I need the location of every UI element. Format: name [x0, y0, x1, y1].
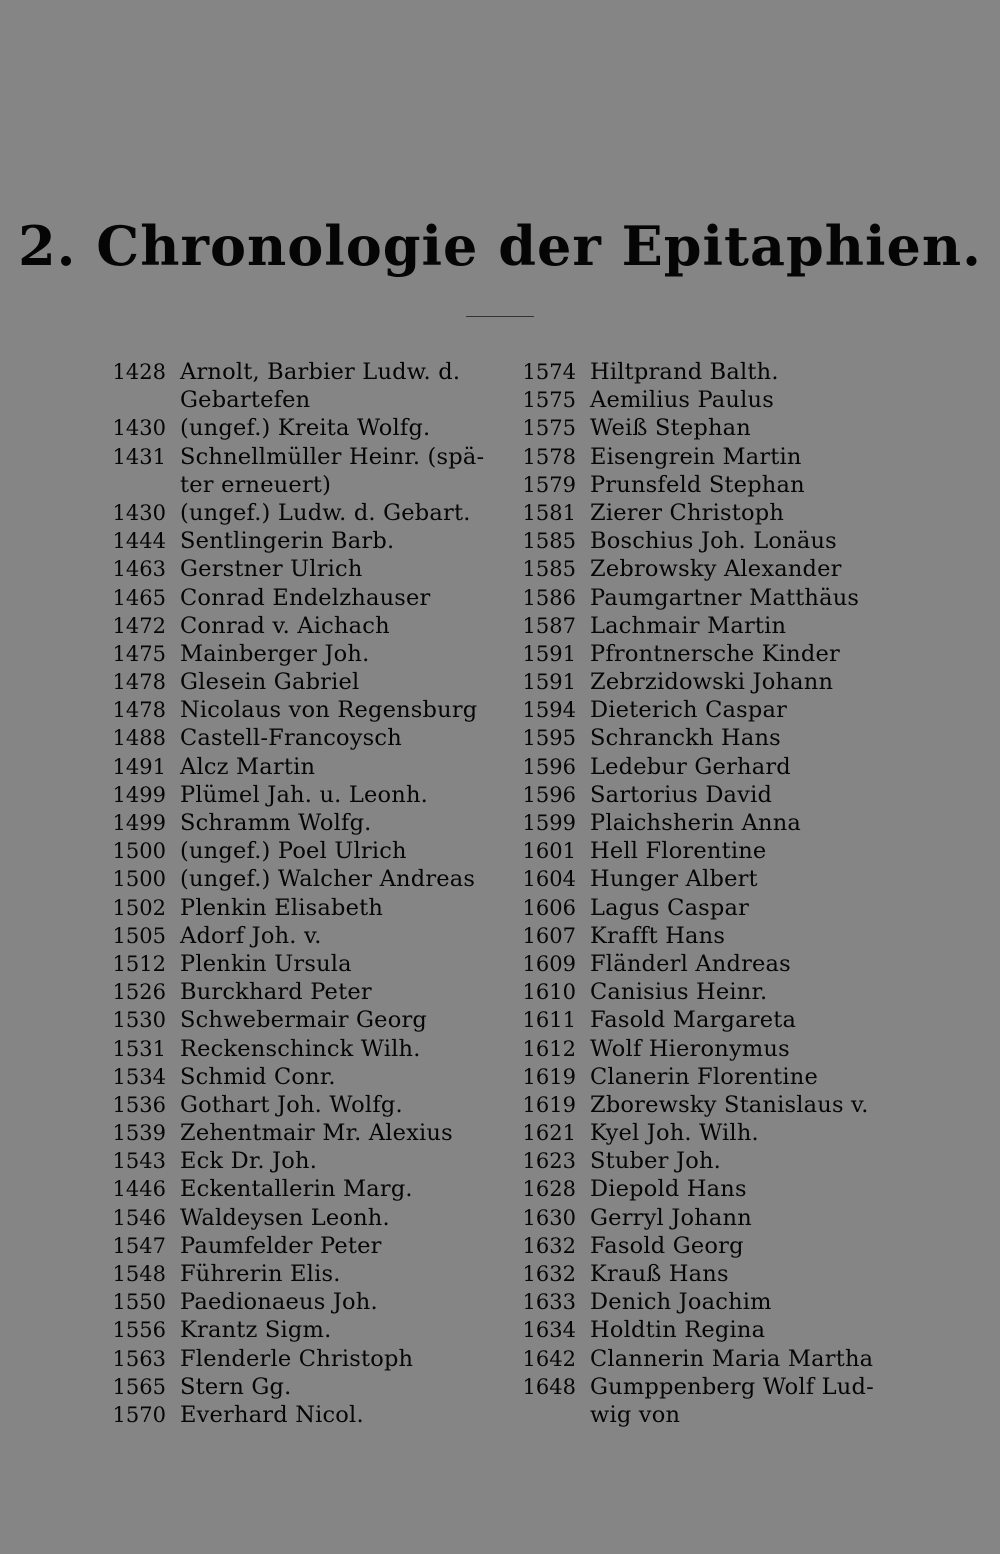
list-item: [510, 499, 910, 527]
entry-year: [100, 386, 180, 414]
entry-name: Mainberger Joh.: [180, 640, 370, 667]
list-item: [510, 1006, 910, 1034]
entry-name: Plümel Jah. u. Leonh.: [180, 781, 428, 808]
entry-name: Burckhard Peter: [180, 979, 372, 1006]
list-item: [510, 358, 910, 386]
list-item: [100, 640, 500, 668]
entry-name: Eck Dr. Joh.: [180, 1148, 318, 1175]
entry-year: 1621: [522, 1121, 576, 1146]
entry-name: Prunsfeld Stephan: [590, 471, 805, 498]
entry-name: Krauß Hans: [590, 1261, 729, 1287]
entry-name: Ledebur Gerhard: [590, 753, 791, 780]
entry-year: 1512: [112, 951, 166, 976]
entry-name: Paumfelder Peter: [180, 1232, 382, 1259]
list-item: [100, 1119, 500, 1147]
entry-name: Glesein Gabriel: [180, 669, 360, 696]
entry-name: (ungef.) Kreita Wolfg.: [180, 415, 431, 442]
list-item: [510, 386, 910, 414]
entry-name: Dieterich Caspar: [590, 697, 788, 724]
entry-year: 1642: [522, 1346, 576, 1371]
list-item: [510, 1288, 910, 1316]
entry-name: Eisengrein Martin: [590, 443, 802, 470]
entry-name: Lachmair Martin: [590, 612, 787, 639]
entry-name: Zehentmair Mr. Alexius: [180, 1120, 453, 1147]
entry-year: 1543: [112, 1149, 166, 1174]
entry-name: Stuber Joh.: [590, 1148, 721, 1175]
entry-year: 1628: [522, 1177, 576, 1202]
entry-name: Adorf Joh. v.: [180, 922, 322, 949]
entry-year: 1491: [112, 754, 166, 779]
right-column: [510, 358, 910, 1429]
list-item: [510, 1345, 910, 1373]
entry-name: Waldeysen Leonh.: [180, 1204, 390, 1231]
entry-year: 1630: [522, 1205, 576, 1230]
entry-name: Aemilius Paulus: [590, 387, 774, 414]
entry-year: 1596: [522, 754, 576, 779]
list-item: [100, 837, 500, 865]
list-item: [100, 724, 500, 752]
entry-name: Stern Gg.: [180, 1373, 292, 1400]
entry-year: 1586: [522, 585, 576, 610]
entry-name: Schnellmüller Heinr. (spä-: [180, 443, 485, 470]
entry-name: Weiß Stephan: [590, 415, 751, 442]
entry-name: Schranckh Hans: [590, 725, 781, 752]
entry-year: 1444: [112, 529, 166, 554]
entry-year: 1502: [112, 895, 166, 920]
entry-name: Schwebermair Georg: [180, 1007, 428, 1034]
entry-name: Krafft Hans: [590, 922, 726, 949]
list-item: [100, 1373, 500, 1401]
entry-year: 1570: [112, 1402, 166, 1427]
entry-year: 1475: [112, 641, 166, 666]
list-item: [510, 1091, 910, 1119]
entry-year: 1648: [522, 1374, 576, 1399]
entry-name: Holdtin Regina: [590, 1317, 766, 1344]
entry-name: Conrad v. Aichach: [180, 612, 390, 639]
entry-name: Gerstner Ulrich: [180, 556, 363, 583]
entry-name: (ungef.) Walcher Andreas: [180, 866, 476, 893]
entry-name: Plenkin Ursula: [180, 950, 352, 977]
list-item: [510, 837, 910, 865]
entry-year: 1579: [522, 472, 576, 497]
entry-year: 1585: [522, 557, 576, 582]
list-item: [100, 1006, 500, 1034]
list-item: [510, 922, 910, 950]
entry-name: Fländerl Andreas: [590, 950, 791, 977]
entry-year: 1465: [112, 585, 166, 610]
entry-year: 1612: [522, 1036, 576, 1061]
list-item: [100, 1345, 500, 1373]
list-item: [100, 358, 500, 386]
entry-year: 1478: [112, 670, 166, 695]
list-item: [100, 1316, 500, 1344]
entry-year: 1428: [112, 360, 166, 384]
entry-name: ter erneuert): [180, 471, 332, 498]
list-item: [510, 1063, 910, 1091]
list-item: [510, 471, 910, 499]
list-item: [510, 668, 910, 696]
entry-year: 1599: [522, 811, 576, 835]
list-item: [100, 1035, 500, 1063]
entry-name: Sartorius David: [590, 781, 773, 808]
entry-name: Denich Joachim: [590, 1289, 772, 1316]
entry-name: Führerin Elis.: [180, 1261, 341, 1287]
entry-year: 1607: [522, 923, 576, 948]
list-item: [510, 865, 910, 893]
entry-name: Gerryl Johann: [590, 1204, 752, 1231]
entry-name: Diepold Hans: [590, 1176, 747, 1203]
entry-name: Kyel Joh. Wilh.: [590, 1120, 759, 1147]
list-item: [510, 753, 910, 781]
list-item: [510, 781, 910, 809]
entry-year: 1472: [112, 613, 166, 638]
list-item: [510, 1035, 910, 1063]
list-item: [510, 696, 910, 724]
entry-name: Castell-Francoysch: [180, 725, 402, 752]
entry-year: 1526: [112, 980, 166, 1005]
entry-name: Conrad Endelzhauser: [180, 584, 431, 611]
list-item: [510, 724, 910, 752]
entry-name: Zborewsky Stanislaus v.: [590, 1091, 869, 1118]
entry-year: 1633: [522, 1290, 576, 1315]
entry-year: 1536: [112, 1092, 166, 1117]
entry-name: Schramm Wolfg.: [180, 810, 372, 836]
entry-year: 1500: [112, 839, 166, 864]
entry-name: Plenkin Elisabeth: [180, 894, 384, 921]
list-item: [100, 414, 500, 442]
list-item: [510, 1260, 910, 1288]
list-item: [510, 584, 910, 612]
entry-year: 1505: [112, 923, 166, 948]
entry-year: 1585: [522, 529, 576, 554]
entry-year: 1430: [112, 416, 166, 441]
list-item: [100, 1204, 500, 1232]
list-item: [510, 1373, 910, 1401]
entry-year: 1548: [112, 1262, 166, 1286]
entry-name: Reckenschinck Wilh.: [180, 1035, 421, 1062]
list-item: [510, 612, 910, 640]
entry-year: 1634: [522, 1318, 576, 1343]
entry-name: Wolf Hieronymus: [590, 1035, 790, 1062]
entry-name: Krantz Sigm.: [180, 1317, 332, 1344]
list-item: [510, 1316, 910, 1344]
left-column: [100, 358, 500, 1429]
entry-year: 1591: [522, 641, 576, 666]
entry-year: 1531: [112, 1036, 166, 1061]
entry-name: Arnolt, Barbier Ludw. d.: [180, 359, 461, 385]
entry-name: Paumgartner Matthäus: [590, 584, 860, 611]
entry-year: 1581: [522, 500, 576, 525]
entry-name: Fasold Margareta: [590, 1007, 797, 1034]
list-item: [510, 1204, 910, 1232]
list-item: [510, 1401, 910, 1429]
entry-name: Nicolaus von Regensburg: [180, 697, 478, 724]
entry-name: Zierer Christoph: [590, 499, 785, 526]
list-item: [510, 1147, 910, 1175]
entry-year: 1499: [112, 811, 166, 835]
list-item: [100, 696, 500, 724]
entry-year: 1632: [522, 1262, 576, 1286]
entry-year: 1596: [522, 782, 576, 807]
list-item: [100, 781, 500, 809]
list-item: [100, 1401, 500, 1429]
entry-year: 1446: [112, 1177, 166, 1202]
entry-name: wig von: [590, 1401, 681, 1428]
entry-year: 1463: [112, 557, 166, 582]
entry-name: Hiltprand Balth.: [590, 359, 779, 385]
list-item: [100, 612, 500, 640]
list-item: [510, 978, 910, 1006]
list-item: [100, 668, 500, 696]
entry-year: 1488: [112, 726, 166, 751]
entry-year: 1601: [522, 839, 576, 864]
entry-year: 1595: [522, 726, 576, 751]
entry-name: Lagus Caspar: [590, 894, 750, 921]
list-item: [100, 1232, 500, 1260]
entry-year: 1575: [522, 388, 576, 413]
entry-name: Zebrowsky Alexander: [590, 556, 842, 583]
entry-year: 1604: [522, 867, 576, 892]
list-item: [100, 555, 500, 583]
entry-year: 1591: [522, 670, 576, 695]
list-item: [100, 1175, 500, 1203]
list-item: [510, 894, 910, 922]
list-item: [100, 443, 500, 471]
entry-name: Gothart Joh. Wolfg.: [180, 1091, 403, 1118]
list-item: [100, 1288, 500, 1316]
entry-name: Everhard Nicol.: [180, 1401, 364, 1428]
entry-year: [510, 1401, 590, 1429]
list-item: [100, 584, 500, 612]
entry-year: 1430: [112, 500, 166, 525]
entry-name: Paedionaeus Joh.: [180, 1289, 378, 1316]
entry-year: 1623: [522, 1149, 576, 1174]
list-item: [510, 809, 910, 837]
entry-name: Alcz Martin: [180, 753, 316, 780]
entry-year: 1546: [112, 1205, 166, 1230]
entry-name: Pfrontnersche Kinder: [590, 640, 840, 667]
list-item: [510, 527, 910, 555]
list-item: [100, 499, 500, 527]
entry-name: (ungef.) Ludw. d. Gebart.: [180, 499, 471, 526]
entry-name: Zebrzidowski Johann: [590, 669, 834, 696]
list-item: [510, 950, 910, 978]
page-title: 2. Chronologie der Epitaphien.: [18, 214, 982, 278]
list-item: [100, 527, 500, 555]
entry-year: 1431: [112, 444, 166, 469]
list-item: [100, 950, 500, 978]
entry-name: Eckentallerin Marg.: [180, 1176, 413, 1203]
entry-year: 1563: [112, 1346, 166, 1371]
entry-name: Boschius Joh. Lonäus: [590, 528, 837, 555]
entry-year: 1530: [112, 1008, 166, 1033]
entry-year: 1578: [522, 444, 576, 469]
entry-year: 1594: [522, 698, 576, 723]
entry-year: 1565: [112, 1374, 166, 1399]
entry-year: 1587: [522, 613, 576, 638]
entry-name: Flenderle Christoph: [180, 1345, 414, 1372]
entry-year: 1574: [522, 360, 576, 384]
list-item: [510, 443, 910, 471]
entry-name: Clannerin Maria Martha: [590, 1345, 874, 1372]
entry-name: Gumppenberg Wolf Lud-: [590, 1373, 874, 1400]
entry-year: 1478: [112, 698, 166, 723]
entry-year: 1609: [522, 951, 576, 976]
entry-year: 1534: [112, 1064, 166, 1089]
list-item: [510, 555, 910, 583]
entry-name: Plaichsherin Anna: [590, 810, 802, 836]
list-item: [100, 753, 500, 781]
list-item: [100, 922, 500, 950]
list-item: [510, 1119, 910, 1147]
entry-year: 1556: [112, 1318, 166, 1343]
list-item: [100, 386, 500, 414]
entry-year: 1499: [112, 782, 166, 807]
list-item: [100, 1147, 500, 1175]
entry-name: Canisius Heinr.: [590, 979, 768, 1006]
list-item: [100, 894, 500, 922]
entry-year: 1500: [112, 867, 166, 892]
entry-year: 1550: [112, 1290, 166, 1315]
entry-year: [100, 471, 180, 499]
list-item: [100, 1091, 500, 1119]
entry-year: 1539: [112, 1121, 166, 1146]
entry-name: Sentlingerin Barb.: [180, 528, 395, 555]
entry-year: 1619: [522, 1092, 576, 1117]
entry-year: 1611: [522, 1008, 576, 1033]
entry-year: 1610: [522, 980, 576, 1005]
entry-name: Schmid Conr.: [180, 1063, 336, 1090]
entry-name: Gebartefen: [180, 387, 311, 414]
list-item: [100, 1063, 500, 1091]
entry-name: Fasold Georg: [590, 1232, 744, 1259]
title-divider: [466, 316, 534, 317]
list-item: [100, 471, 500, 499]
entry-name: Hell Florentine: [590, 838, 767, 865]
entry-name: Hunger Albert: [590, 866, 758, 893]
list-item: [510, 414, 910, 442]
list-item: [100, 978, 500, 1006]
entry-year: 1547: [112, 1233, 166, 1258]
list-item: [510, 1232, 910, 1260]
list-item: [100, 1260, 500, 1288]
list-item: [100, 809, 500, 837]
list-item: [510, 640, 910, 668]
entry-year: 1575: [522, 416, 576, 441]
list-item: [510, 1175, 910, 1203]
list-item: [100, 865, 500, 893]
entry-year: 1619: [522, 1064, 576, 1089]
entry-name: (ungef.) Poel Ulrich: [180, 838, 407, 865]
entry-name: Clanerin Florentine: [590, 1063, 818, 1090]
entry-year: 1632: [522, 1233, 576, 1258]
entry-year: 1606: [522, 895, 576, 920]
